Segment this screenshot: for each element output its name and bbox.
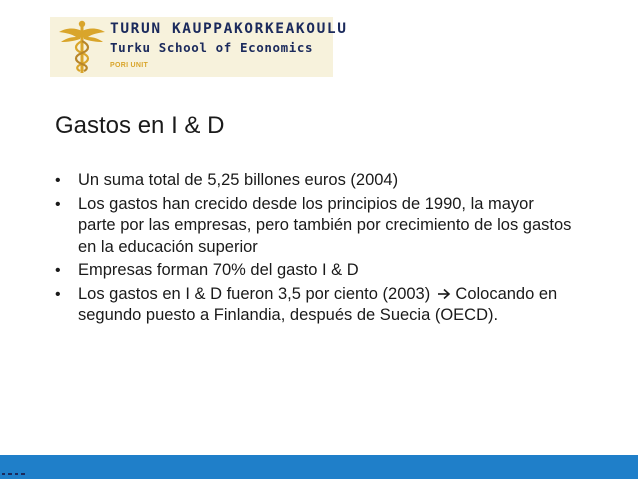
footer-bar xyxy=(0,455,638,479)
bullet-text-continuation: Colocando en segundo puesto a Finlandia, después de Suecia (OECD). xyxy=(78,284,558,324)
bullet-icon: • xyxy=(55,172,61,189)
bullet-text: Empresas forman 70% del gasto I & D xyxy=(78,261,359,279)
bullet-item xyxy=(55,170,575,192)
bullet-icon: • xyxy=(55,262,61,279)
footer-mark-icon xyxy=(0,465,30,479)
bullet-text: Los gastos han crecido desde los principios de 1990, la mayor parte por las empresas, pero también por crecimiento de los gastos en la educación superior xyxy=(78,194,572,256)
university-logo xyxy=(50,17,348,77)
bullet-icon: • xyxy=(55,195,61,213)
logo-unit-label: PORI UNIT xyxy=(110,62,149,69)
bullet-icon: • xyxy=(55,285,61,303)
caduceus-icon xyxy=(58,19,106,75)
bullet-item xyxy=(55,194,575,259)
bullet-item xyxy=(55,284,575,327)
slide-title: Gastos en I & D xyxy=(55,112,225,139)
logo-name-english: Turku School of Economics xyxy=(110,40,314,55)
bullet-item xyxy=(55,260,575,282)
arrow-right-icon xyxy=(437,288,451,300)
logo-name-finnish: TURUN KAUPPAKORKEAKOULU xyxy=(110,21,348,37)
bullet-text: Un suma total de 5,25 billones euros (2004) xyxy=(78,171,399,189)
bullet-text: Los gastos en I & D fueron 3,5 por ciento (2003) xyxy=(78,284,431,303)
bullet-list xyxy=(55,170,575,329)
